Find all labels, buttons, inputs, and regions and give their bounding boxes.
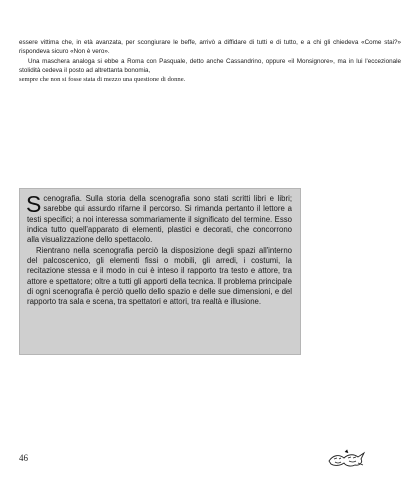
page-number: 46 — [19, 453, 28, 463]
paragraph-1: essere vittima che, in età avanzata, per scongiurare le beffe, arrivò a diffidare di tutti e di tutto, e a chi gli chiedeva «Come stai?» rispondeva sicuro «Non è vero». — [19, 39, 401, 56]
paragraph-3: sempre che non si fosse stata di mezzo una questione di donne. — [19, 76, 186, 84]
theatre-mask-ornament-icon — [327, 449, 367, 469]
box-paragraph-1 — [26, 191, 292, 246]
scenografia-sidebar-box — [19, 188, 301, 355]
box-paragraph-2: Rientrano nella scenografia perciò la disposizione degli spazi all'interno del palcoscenico, gli elementi fissi o mobili, gli arredi, i costumi, la recitazione stessa e il modo in cui è inteso il rapporto tra testo e attore, tra attore e spettatore; oltre a tutti gli apporti della tecnica. Il problema principale di ogni scenografia è perciò quello dello spazio e delle sue dimensioni, e del rapporto tra sala e scena, tra spettatori e attori, tra realtà e illusione. — [27, 245, 292, 307]
top-text-block — [19, 38, 401, 84]
drop-cap: S — [26, 191, 42, 217]
box-paragraph-1-text: cenografia. Sulla storia della scenografia sono stati scritti libri e libri; sarebbe qui assurdo rifarne il percorso. Si rimanda pertanto il lettore a testi specifici; a noi interessa sommariamente il significato del termine. Esso indica tutto quell'apparato di elementi, plastici e decorati, che concorrono alla visualizzazione dello spettacolo. — [27, 194, 292, 245]
paragraph-2: Una maschera analoga si ebbe a Roma con Pasquale, detto anche Cassandrino, oppure «il Monsignore», ma in lui l'eccezionale stolidità cedeva il posto ad altrettanta bonomia, — [19, 57, 401, 74]
